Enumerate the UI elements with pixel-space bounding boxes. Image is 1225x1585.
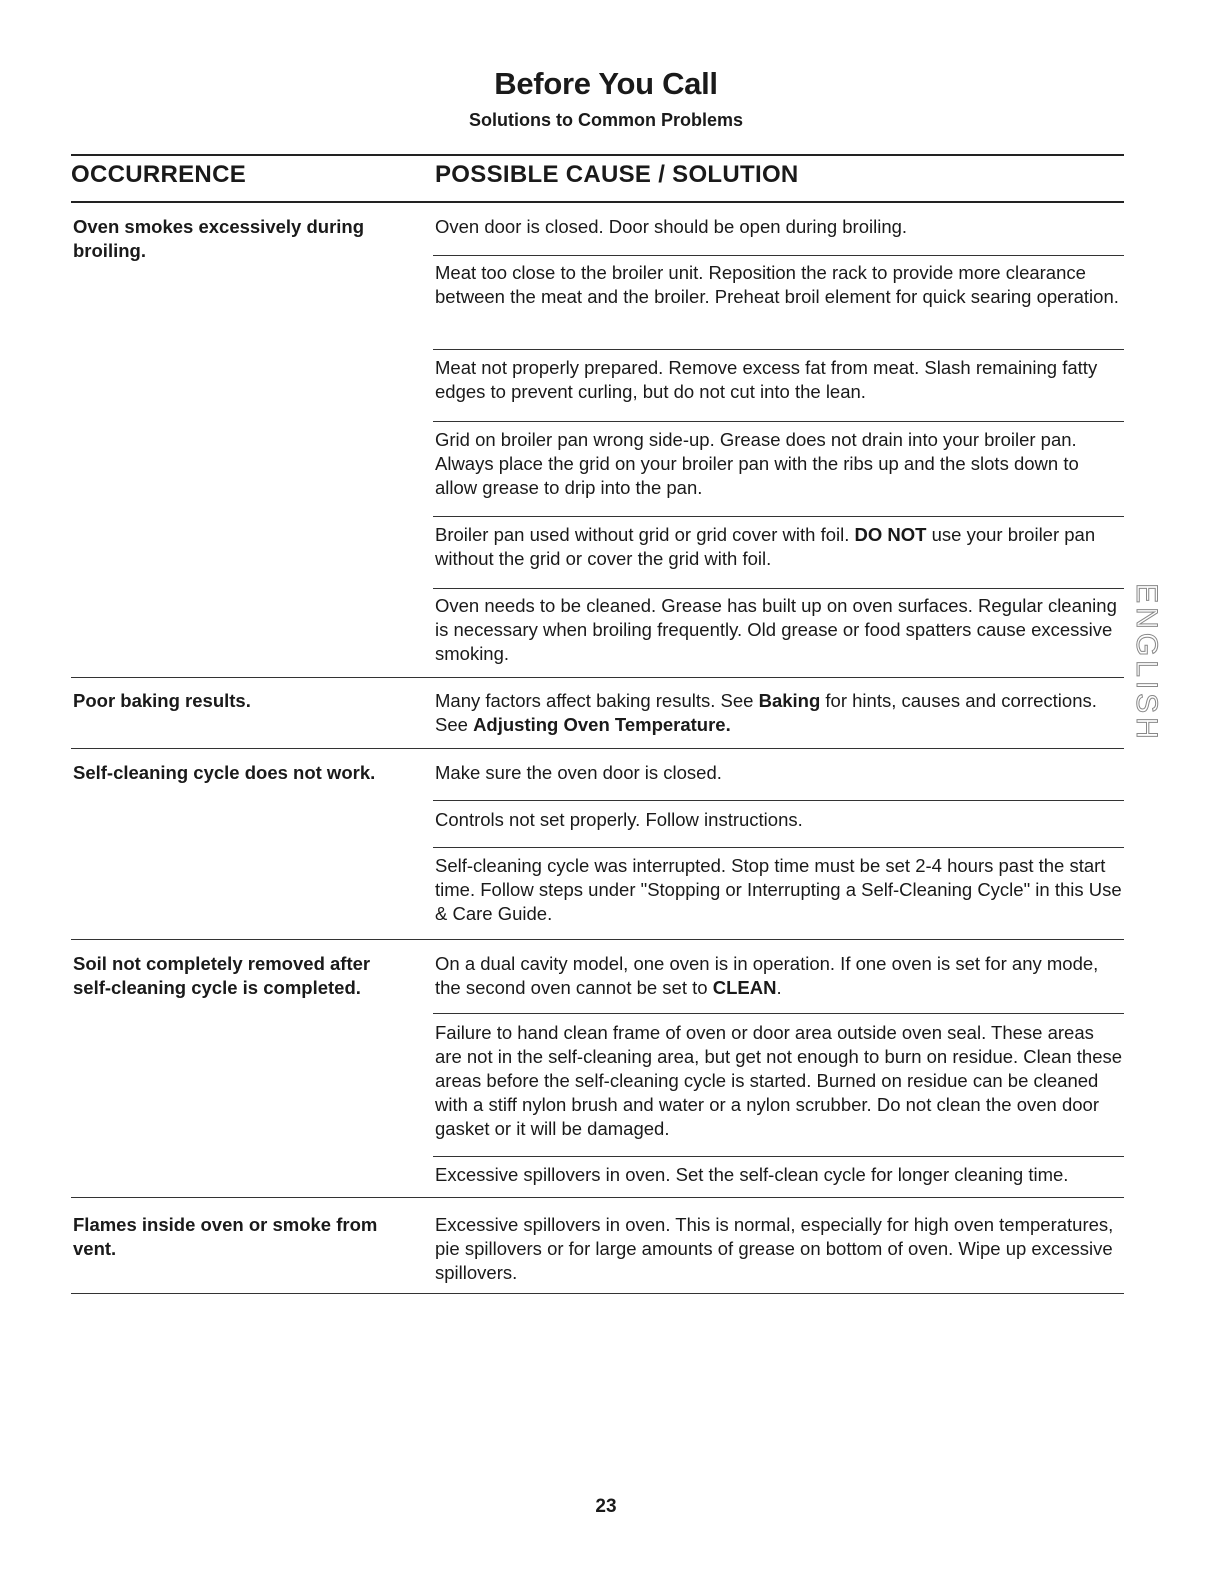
row-divider	[71, 939, 1124, 940]
column-header-solution: POSSIBLE CAUSE / SOLUTION	[435, 161, 799, 188]
solution-divider	[433, 255, 1124, 256]
solution-4-1: On a dual cavity model, one oven is in operation. If one oven is set for any mode, the second oven cannot be set to CLEAN.	[435, 953, 1099, 998]
row-divider	[71, 748, 1124, 749]
solution-5-1: Excessive spillovers in oven. This is normal, especially for high oven temperatures, pie spillovers or for large amounts of grease on bottom of oven. Wipe up excessive spillovers.	[435, 1214, 1114, 1283]
solution-divider	[433, 847, 1124, 848]
solution-1-3: Meat not properly prepared. Remove excess fat from meat. Slash remaining fatty edges to prevent curling, but do not cut into the lean.	[435, 357, 1098, 402]
table-bottom-rule	[71, 1293, 1124, 1294]
solution-divider	[433, 421, 1124, 422]
solution-divider	[433, 1156, 1124, 1157]
solution-3-3: Self-cleaning cycle was interrupted. Stop time must be set 2-4 hours past the start time. Follow steps under "Stopping or Interrupting a Self-Cleaning Cycle" in this Use & Care Guide.	[435, 855, 1122, 924]
header-top-rule	[71, 154, 1124, 156]
solution-2-1: Many factors affect baking results. See Baking for hints, causes and corrections. See Adjusting Oven Temperature.	[435, 690, 1097, 735]
solution-1-4: Grid on broiler pan wrong side-up. Grease does not drain into your broiler pan. Always place the grid on your broiler pan with the ribs up and the slots down to allow grease to drip into the pan.	[435, 429, 1079, 498]
solution-1-2: Meat too close to the broiler unit. Reposition the rack to provide more clearance between the meat and the broiler. Preheat broil element for quick searing operation.	[435, 262, 1119, 307]
occurrence-poor-baking: Poor baking results.	[73, 690, 251, 711]
language-side-tab: ENGLISH	[1130, 583, 1163, 743]
solution-divider	[433, 516, 1124, 517]
solution-4-3: Excessive spillovers in oven. Set the self-clean cycle for longer cleaning time.	[435, 1164, 1069, 1185]
solution-divider	[433, 800, 1124, 801]
solution-4-2: Failure to hand clean frame of oven or door area outside oven seal. These areas are not in the self-cleaning area, but get not enough to burn on residue. Clean these areas before the self-cleaning cycle is started. Burned on residue can be cleaned with a stiff nylon brush and water or a nylon scrubber. Do not clean the oven door gasket or it will be damaged.	[435, 1022, 1123, 1139]
solution-1-1: Oven door is closed. Door should be open during broiling.	[435, 216, 908, 237]
row-divider	[71, 677, 1124, 678]
solution-1-6: Oven needs to be cleaned. Grease has built up on oven surfaces. Regular cleaning is necessary when broiling frequently. Old grease or food spatters cause excessive smoking.	[435, 595, 1117, 664]
solution-3-2: Controls not set properly. Follow instructions.	[435, 809, 803, 830]
occurrence-self-clean-not-work: Self-cleaning cycle does not work.	[73, 762, 376, 783]
solution-1-5: Broiler pan used without grid or grid cover with foil. DO NOT use your broiler pan without the grid or cover the grid with foil.	[435, 524, 1096, 569]
page-subtitle: Solutions to Common Problems	[468, 110, 743, 130]
solution-3-1: Make sure the oven door is closed.	[435, 762, 722, 783]
occurrence-flames-smoke: Flames inside oven or smoke from vent.	[73, 1214, 378, 1259]
page-number: 23	[595, 1496, 617, 1517]
occurrence-oven-smokes: Oven smokes excessively during broiling.	[73, 216, 365, 261]
solution-divider	[433, 349, 1124, 350]
row-divider	[71, 1197, 1124, 1198]
header-bottom-rule	[71, 201, 1124, 203]
solution-divider	[433, 588, 1124, 589]
solution-divider	[433, 1013, 1124, 1014]
occurrence-soil-not-removed: Soil not completely removed after self-cleaning cycle is completed.	[73, 953, 371, 998]
column-header-occurrence: OCCURRENCE	[71, 161, 247, 188]
page-title: Before You Call	[494, 66, 718, 101]
